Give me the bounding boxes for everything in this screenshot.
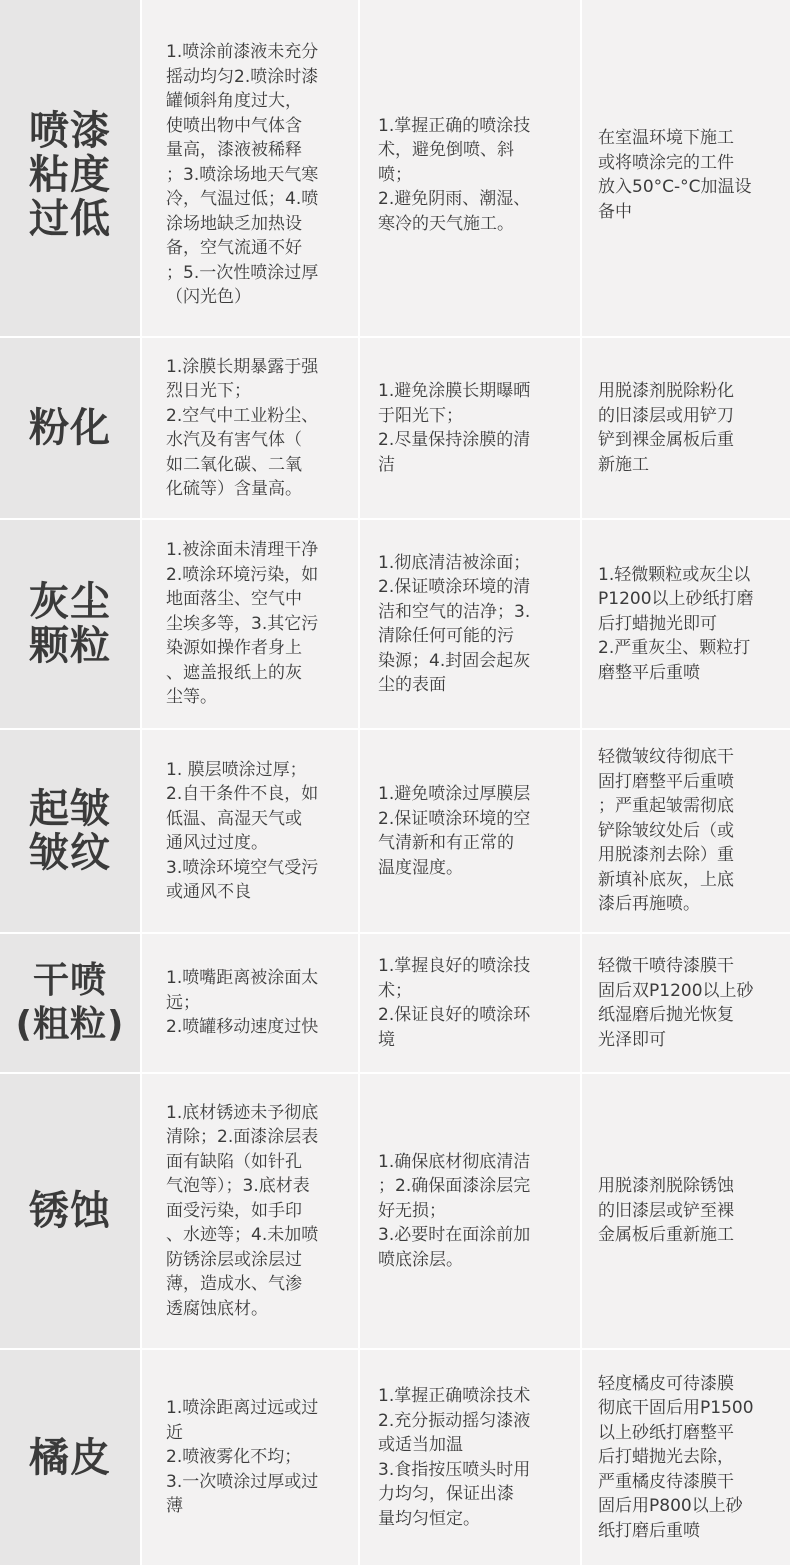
table-row xyxy=(0,934,790,1074)
cause-cell xyxy=(142,14,358,336)
fix-cell xyxy=(582,338,790,518)
fix-cell xyxy=(582,730,790,932)
table-top-strip xyxy=(0,0,790,14)
defect-name: 锈蚀 xyxy=(29,1188,111,1234)
fix-text: 1.轻微颗粒或灰尘以 P1200以上砂纸打磨 后打蜡抛光即可 2.严重灰尘、颗粒打 磨整平后重喷 xyxy=(598,564,754,683)
fix-cell xyxy=(582,1350,790,1565)
prevention-text: 1.避免涂膜长期曝晒 于阳光下； 2.尽量保持涂膜的清 洁 xyxy=(378,381,531,475)
fix-text: 用脱漆剂脱除粉化 的旧漆层或用铲刀 铲到裸金属板后重 新施工 xyxy=(598,381,734,475)
table-row xyxy=(0,520,790,730)
prevention-cell xyxy=(360,730,580,932)
fix-cell xyxy=(582,14,790,336)
defect-name: 粉化 xyxy=(29,405,111,451)
fix-text: 在室温环境下施工 或将喷涂完的工件 放入50°C-°C加温设 备中 xyxy=(598,128,752,222)
prevention-text: 1.避免喷涂过厚膜层 2.保证喷涂环境的空 气清新和有正常的 温度湿度。 xyxy=(378,784,531,878)
defect-name: 喷漆 粘度 过低 xyxy=(29,108,111,242)
defect-name: 橘皮 xyxy=(29,1434,111,1481)
cause-text: 1.涂膜长期暴露于强 烈日光下； 2.空气中工业粉尘、 水汽及有害气体（ 如二氧化碳、二氧 化硫等）含量高。 xyxy=(166,356,319,499)
defect-name: 起皱 皱纹 xyxy=(29,786,111,876)
fix-cell xyxy=(582,520,790,728)
prevention-text: 1.掌握良好的喷涂技 术； 2.保证良好的喷涂环 境 xyxy=(378,956,531,1050)
defect-name-cell xyxy=(0,520,140,728)
table-row xyxy=(0,730,790,934)
fix-text: 轻度橘皮可待漆膜 彻底干固后用P1500 以上砂纸打磨整平 后打蜡抛光去除， 严重橘皮待漆膜干 固后用P800以上砂 纸打磨后重喷 xyxy=(598,1373,754,1541)
cause-text: 1. 膜层喷涂过厚； 2.自干条件不良，如 低温、高湿天气或 通风过过度。 3.喷涂环境空气受污 或通风不良 xyxy=(166,759,319,902)
cause-text: 1.喷涂距离过远或过 近 2.喷液雾化不均； 3.一次喷涂过厚或过 薄 xyxy=(166,1398,319,1517)
defect-name-cell xyxy=(0,1350,140,1565)
prevention-text: 1.确保底材彻底清洁 ；2.确保面漆涂层完 好无损； 3.必要时在面涂前加 喷底涂层。 xyxy=(378,1151,531,1270)
table-row xyxy=(0,1350,790,1565)
cause-cell xyxy=(142,520,358,728)
prevention-cell xyxy=(360,14,580,336)
cause-cell xyxy=(142,1074,358,1348)
prevention-cell xyxy=(360,934,580,1072)
defect-name-cell xyxy=(0,14,140,336)
prevention-cell xyxy=(360,338,580,518)
cause-text: 1.被涂面未清理干净 2.喷涂环境污染，如 地面落尘、空气中 尘埃多等，3.其它污 染源如操作者身上 、遮盖报纸上的灰 尘等。 xyxy=(166,540,319,708)
prevention-cell xyxy=(360,520,580,728)
cause-text: 1.底材锈迹未予彻底 清除；2.面漆涂层表 面有缺陷（如针孔 气泡等）；3.底材表 面受污染，如手印 、水迹等；4.未加喷 防锈涂层或涂层过 薄，造成水、气渗 透腐蚀底材。 xyxy=(166,1102,319,1319)
prevention-text: 1.掌握正确的喷涂技 术，避免倒喷、斜 喷； 2.避免阴雨、潮湿、 寒冷的天气施工。 xyxy=(378,115,531,234)
cause-text: 1.喷涂前漆液未充分 摇动均匀2.喷涂时漆 罐倾斜角度过大， 使喷出物中气体含 量高，漆液被稀释 ；3.喷涂场地天气寒 冷，气温过低；4.喷 涂场地缺乏加热设 备，空气流通不好 ；5.一次性喷涂过厚 （闪光色） xyxy=(166,42,319,308)
fix-cell xyxy=(582,1074,790,1348)
defect-name-cell xyxy=(0,338,140,518)
defect-name-cell xyxy=(0,730,140,932)
fix-text: 轻微干喷待漆膜干 固后双P1200以上砂 纸湿磨后抛光恢复 光泽即可 xyxy=(598,956,754,1050)
prevention-text: 1.彻底清洁被涂面； 2.保证喷涂环境的清 洁和空气的洁净；3. 清除任何可能的污 染源；4.封固会起灰 尘的表面 xyxy=(378,552,531,695)
fix-text: 用脱漆剂脱除锈蚀 的旧漆层或铲至裸 金属板后重新施工 xyxy=(598,1176,734,1246)
cause-text: 1.喷嘴距离被涂面太 远； 2.喷罐移动速度过快 xyxy=(166,968,319,1038)
prevention-cell xyxy=(360,1350,580,1565)
fix-cell xyxy=(582,934,790,1072)
prevention-cell xyxy=(360,1074,580,1348)
fix-text: 轻微皱纹待彻底干 固打磨整平后重喷 ；严重起皱需彻底 铲除皱纹处后（或 用脱漆剂去除）重 新填补底灰，上底 漆后再施喷。 xyxy=(598,747,734,915)
prevention-text: 1.掌握正确喷涂技术 2.充分振动摇匀漆液 或适当加温 3.食指按压喷头时用 力均匀，保证出漆 量均匀恒定。 xyxy=(378,1386,531,1529)
cause-cell xyxy=(142,730,358,932)
defect-name: 干喷 (粗粒) xyxy=(15,960,125,1045)
defect-name-cell xyxy=(0,934,140,1072)
table-row xyxy=(0,1074,790,1350)
cause-cell xyxy=(142,1350,358,1565)
table-row xyxy=(0,14,790,338)
table-row xyxy=(0,338,790,520)
defect-name: 灰尘 颗粒 xyxy=(29,579,111,669)
cause-cell xyxy=(142,338,358,518)
defect-name-cell xyxy=(0,1074,140,1348)
cause-cell xyxy=(142,934,358,1072)
